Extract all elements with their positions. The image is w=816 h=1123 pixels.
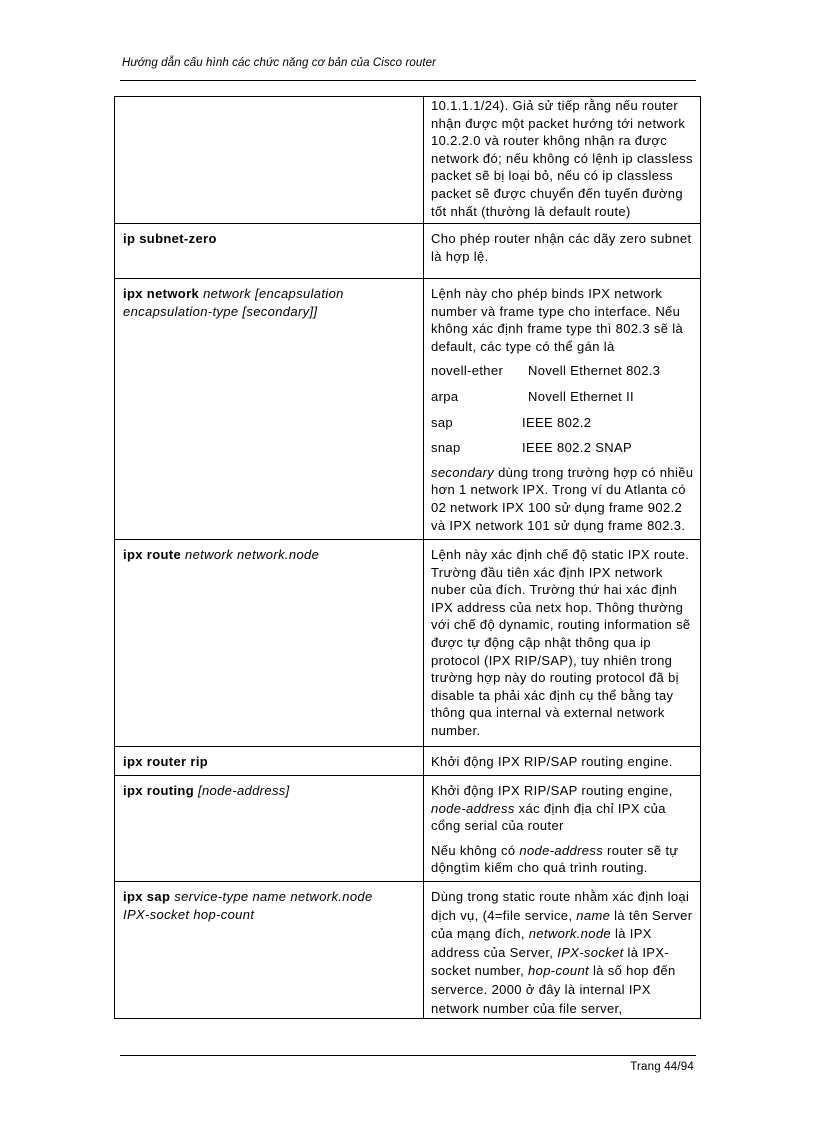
description-line <box>431 464 694 482</box>
description-line: tốt nhất (thường là default route) <box>431 203 631 219</box>
table-row <box>115 97 701 224</box>
description-line: default, các type có thể gán là <box>431 338 615 354</box>
description-line: disable ta phải xác định cụ thể bằng tay <box>431 687 674 703</box>
description-cell <box>424 540 701 747</box>
node-address-term: node-address <box>431 800 515 816</box>
description-text: là tên Server <box>610 907 693 923</box>
description-line: cổng serial của router <box>431 818 564 834</box>
param-term: name <box>576 907 611 923</box>
description-line: thông qua internal và external network <box>431 705 665 721</box>
command-name: ipx routing <box>123 783 195 798</box>
description-cell <box>424 882 701 1019</box>
description-text: dùng trong trường hợp có nhiều <box>494 464 694 480</box>
description-line: serverce. 2000 ở đây là internal IPX <box>431 981 651 997</box>
command-table <box>114 96 701 1019</box>
description-line: Lệnh này cho phép binds IPX network <box>431 286 663 301</box>
description-text: của mạng đích, <box>431 926 529 942</box>
description-line <box>431 962 694 981</box>
frame-type-name: novell-ether <box>431 363 504 379</box>
description-text: Nếu không có <box>431 842 520 858</box>
param-term: IPX-socket <box>557 944 624 960</box>
description-line: trường hợp này do routing protocol đã bị <box>431 670 679 686</box>
frame-type-desc: IEEE 802.2 SNAP <box>522 440 633 456</box>
description-line: IPX address của netx hop. Thông thường <box>431 599 684 615</box>
frame-type-name: sap <box>431 414 454 430</box>
description-line: với chế độ dynamic, routing information sẽ <box>431 617 691 633</box>
param-term: hop-count <box>528 963 590 979</box>
command-cell <box>115 224 424 279</box>
command-cell <box>115 279 424 540</box>
description-line <box>431 925 694 944</box>
description-text: socket number, <box>431 963 529 979</box>
description-line <box>431 842 694 860</box>
node-address-term: node-address <box>519 842 604 858</box>
description-line: được tự động cập nhật thông qua ip <box>431 634 651 650</box>
description-line <box>431 907 694 926</box>
description-line: Khởi động IPX RIP/SAP routing engine, <box>431 783 673 798</box>
command-name: ipx router rip <box>123 754 209 769</box>
description-line: number. <box>431 722 481 738</box>
description-cell <box>424 97 701 224</box>
description-text: là IPX- <box>623 944 670 960</box>
description-cell <box>424 776 701 882</box>
command-args: encapsulation-type [secondary]] <box>123 303 318 319</box>
table-row <box>115 776 701 882</box>
description-line: 10.1.1.1/24). Giả sử tiếp rằng nếu router <box>431 98 679 113</box>
description-line <box>431 944 694 963</box>
frame-type-desc: IEEE 802.2 <box>522 414 592 430</box>
description-text: address của Server, <box>431 944 558 960</box>
description-line: 10.2.2.0 và router không nhận ra được <box>431 133 668 149</box>
command-args: IPX-socket hop-count <box>123 906 255 922</box>
param-term: network.node <box>528 926 612 942</box>
table-row <box>115 882 701 1019</box>
command-name: ip subnet-zero <box>123 231 217 246</box>
command-args: network network.node <box>185 547 320 562</box>
description-line: Trường đầu tiên xác định IPX network <box>431 564 663 580</box>
table-row <box>115 279 701 540</box>
description-line: và IPX network 101 sử dụng frame 802.3. <box>431 517 686 533</box>
table-row <box>115 540 701 747</box>
command-args: [node-address] <box>197 783 290 798</box>
description-line: Dùng trong static route nhằm xác định loại <box>431 889 690 904</box>
description-line: network number của file server, <box>431 1000 623 1016</box>
description-line: Lệnh này xác định chế độ static IPX route. <box>431 547 690 562</box>
command-name: ipx sap <box>123 889 171 904</box>
frame-type-name: snap <box>431 440 461 456</box>
command-name: ipx network <box>123 286 200 301</box>
description-line: không xác định frame type thì 802.3 sẽ là <box>431 321 684 337</box>
description-line: network đó; nếu không có lệnh ip classless <box>431 150 693 166</box>
description-line: Khởi động IPX RIP/SAP routing engine. <box>431 754 673 769</box>
description-line: Cho phép router nhận các dãy zero subnet <box>431 231 692 246</box>
description-cell <box>424 279 701 540</box>
description-line: protocol (IPX RIP/SAP), tuy nhiên trong <box>431 652 673 668</box>
description-line: packet sẽ bị loại bỏ, nếu có ip classless <box>431 168 673 184</box>
command-args: network [encapsulation <box>203 286 344 301</box>
description-line: 02 network IPX 100 sử dụng frame 902.2 <box>431 499 683 515</box>
page-header-title: Hướng dẫn cấu hình các chức năng cơ bản của Cisco router <box>122 57 437 69</box>
description-line: number và frame type cho interface. Nếu <box>431 303 681 319</box>
command-cell <box>115 97 424 224</box>
secondary-keyword: secondary <box>431 464 495 480</box>
description-line <box>431 800 694 818</box>
description-line: nuber của đích. Trường thứ hai xác định <box>431 582 678 598</box>
description-cell <box>424 747 701 776</box>
command-name: ipx route <box>123 547 182 562</box>
description-line: dộngtìm kiếm cho quá trình routing. <box>431 860 648 876</box>
command-cell <box>115 747 424 776</box>
command-args: service-type name network.node <box>174 889 373 904</box>
table-row <box>115 747 701 776</box>
description-line: là hợp lệ. <box>431 248 489 264</box>
description-text: dịch vụ, (4=file service, <box>431 907 577 923</box>
command-cell <box>115 776 424 882</box>
description-text: là IPX <box>611 926 652 942</box>
frame-type-name: arpa <box>431 388 459 404</box>
page-number: Trang 44/94 <box>630 1061 694 1073</box>
frame-type-desc: Novell Ethernet 802.3 <box>528 363 661 379</box>
frame-type-desc: Novell Ethernet II <box>528 388 635 404</box>
description-text: router sẽ tự <box>603 842 679 858</box>
footer-divider <box>120 1055 696 1056</box>
description-line: packet sẽ được chuyển đến tuyến đường <box>431 185 683 201</box>
description-text: là số hop đến <box>589 963 676 979</box>
table-row <box>115 224 701 279</box>
frame-type-list <box>431 362 694 456</box>
command-cell <box>115 882 424 1019</box>
description-text: xác định địa chỉ IPX của <box>514 800 666 816</box>
command-cell <box>115 540 424 747</box>
description-cell <box>424 224 701 279</box>
description-line: hơn 1 network IPX. Trong ví du Atlanta có <box>431 482 686 498</box>
description-line: nhận được một packet hướng tới network <box>431 115 686 131</box>
header-divider <box>120 80 696 81</box>
